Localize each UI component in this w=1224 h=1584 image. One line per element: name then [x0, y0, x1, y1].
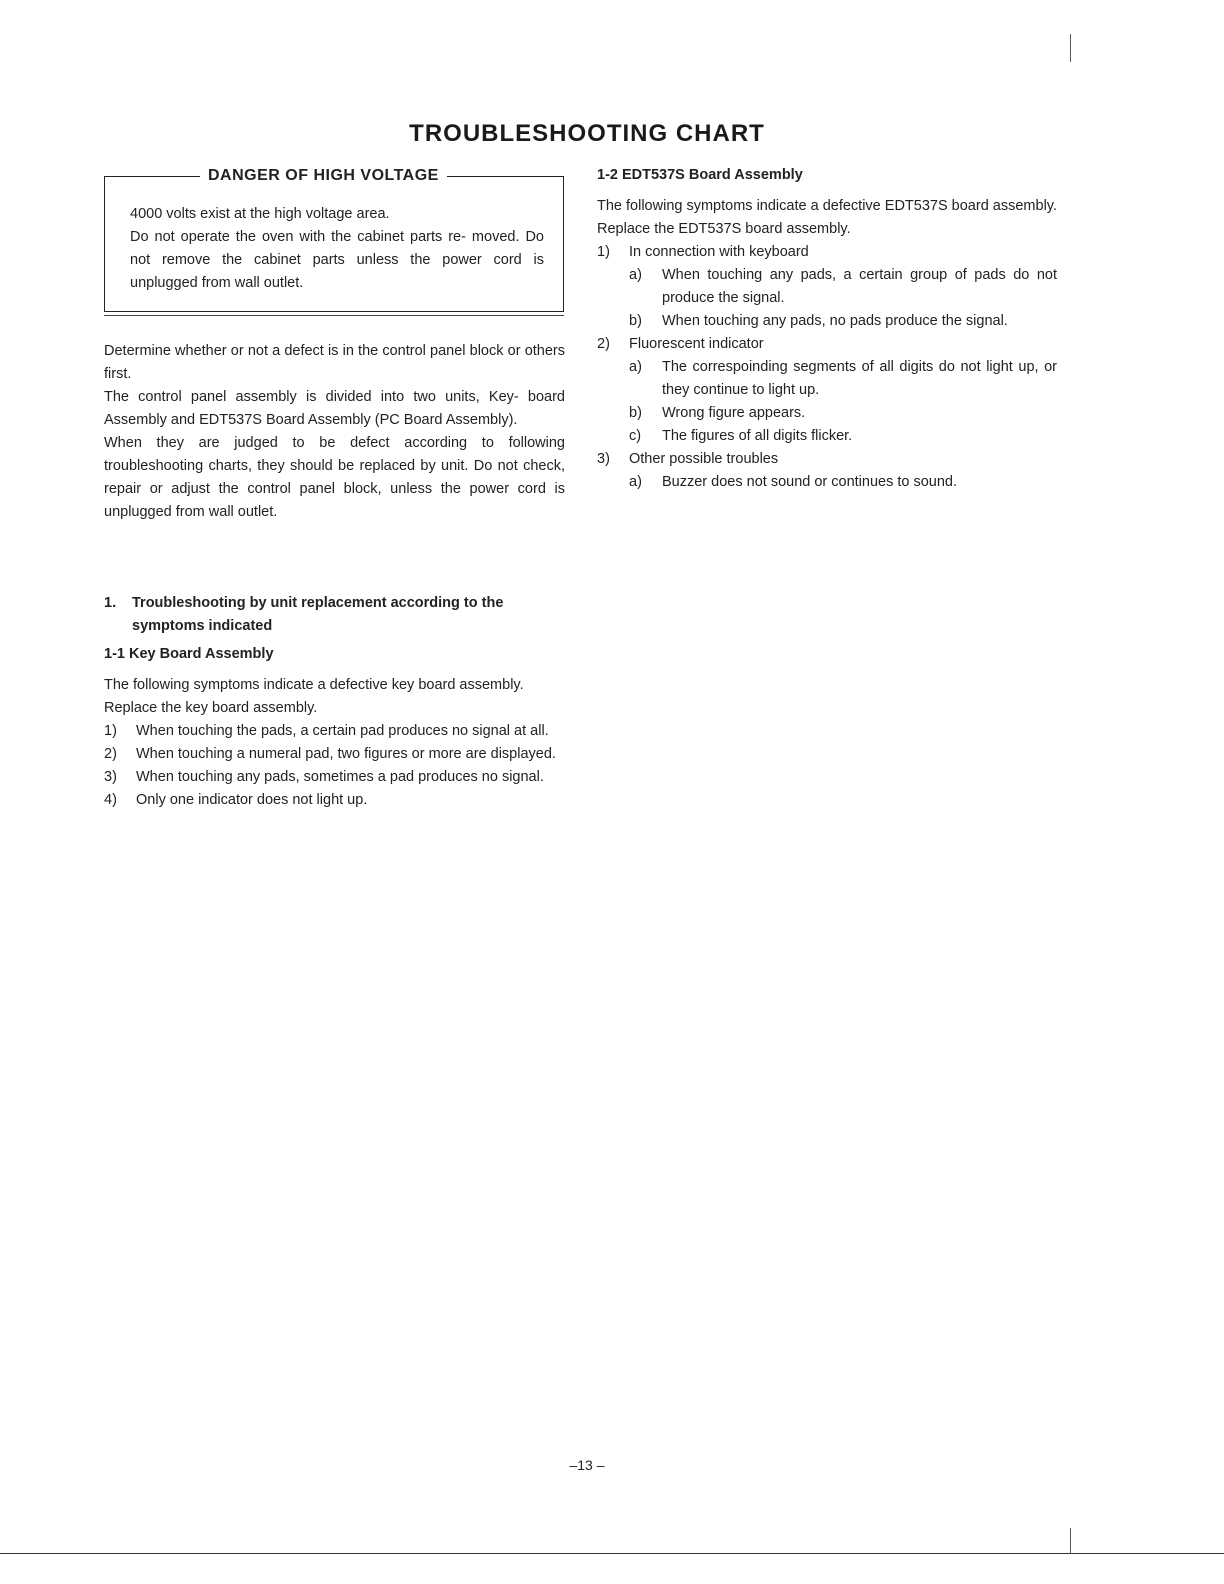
list-item — [104, 766, 565, 789]
list-item — [104, 789, 565, 812]
scan-edge-mark — [1070, 34, 1071, 62]
sub-item-letter: a) — [629, 359, 642, 375]
keyboard-symptom-list — [104, 720, 565, 812]
sub-item-letter: a) — [629, 474, 642, 490]
list-item — [597, 241, 1057, 333]
sub-item — [629, 402, 1057, 425]
keyboard-intro: The following symptoms indicate a defective key board assembly. Replace the key board assembly. — [104, 677, 524, 716]
list-item — [104, 720, 565, 743]
danger-line: Do not operate the oven with the cabinet parts re- moved. Do not remove the cabinet parts unless the power cord is unplugged from wall outlet. — [130, 229, 544, 291]
sub-item-letter: a) — [629, 267, 642, 283]
item-text: When touching a numeral pad, two figures or more are displayed. — [136, 746, 556, 762]
item-text: When touching any pads, sometimes a pad produces no signal. — [136, 769, 544, 785]
danger-heading: DANGER OF HIGH VOLTAGE — [200, 165, 447, 187]
sub-item-letter: c) — [629, 428, 642, 444]
danger-text — [130, 203, 544, 295]
keyboard-heading: 1-1 Key Board Assembly — [104, 646, 274, 662]
intro-paragraph: When they are judged to be defect according to following troubleshooting charts, they should be replaced by unit. Do not check, repair or adjust the control panel block, unless the power cord is unplugged from wall outlet. — [104, 435, 565, 520]
divider — [104, 315, 564, 316]
page-number: –13 – — [569, 1457, 605, 1473]
intro-text — [104, 340, 565, 524]
item-text: Fluorescent indicator — [629, 336, 764, 352]
edt-heading: 1-2 EDT537S Board Assembly — [597, 167, 803, 183]
sub-item-text: Wrong figure appears. — [662, 405, 806, 421]
bottom-rule — [0, 1553, 1224, 1554]
edt-intro: The following symptoms indicate a defective EDT537S board assembly. Replace the EDT537S board assembly. — [597, 198, 1057, 237]
item-text: Other possible troubles — [629, 451, 779, 467]
sub-item-text: When touching any pads, a certain group of pads do not produce the signal. — [662, 267, 1057, 306]
intro-paragraph: The control panel assembly is divided into two units, Key- board Assembly and EDT537S Board Assembly (PC Board Assembly). — [104, 389, 565, 428]
edt-symptom-list — [597, 241, 1057, 494]
item-number: 2) — [104, 746, 117, 762]
sub-item — [629, 264, 1057, 310]
item-number: 1) — [597, 244, 610, 260]
item-number: 1) — [104, 723, 117, 739]
sub-item — [629, 356, 1057, 402]
list-item — [597, 333, 1057, 448]
item-number: 4) — [104, 792, 117, 808]
scan-edge-mark — [1070, 1528, 1071, 1554]
intro-paragraph: Determine whether or not a defect is in the control panel block or others first. — [104, 343, 565, 382]
item-text: When touching the pads, a certain pad produces no signal at all. — [136, 723, 549, 739]
sub-item-text: The correspoinding segments of all digits do not light up, or they continue to light up. — [662, 359, 1057, 398]
section-number: 1. — [104, 595, 117, 611]
item-text: In connection with keyboard — [629, 244, 809, 260]
sub-item-text: When touching any pads, no pads produce the signal. — [662, 313, 1008, 329]
section-title: Troubleshooting by unit replacement according to the symptoms indicated — [132, 595, 504, 634]
sub-item-letter: b) — [629, 405, 642, 421]
list-item — [104, 743, 565, 766]
item-text: Only one indicator does not light up. — [136, 792, 368, 808]
sub-item — [629, 425, 1057, 448]
item-number: 3) — [104, 769, 117, 785]
item-number: 2) — [597, 336, 610, 352]
sub-item — [629, 310, 1057, 333]
item-number: 3) — [597, 451, 610, 467]
sub-item-text: The figures of all digits flicker. — [662, 428, 853, 444]
list-item — [597, 448, 1057, 494]
sub-item-text: Buzzer does not sound or continues to sound. — [662, 474, 958, 490]
page-title: TROUBLESHOOTING CHART — [409, 120, 765, 147]
danger-line: 4000 volts exist at the high voltage area. — [130, 206, 390, 222]
sub-item-letter: b) — [629, 313, 642, 329]
sub-item — [629, 471, 1057, 494]
section-1-heading — [104, 592, 544, 638]
